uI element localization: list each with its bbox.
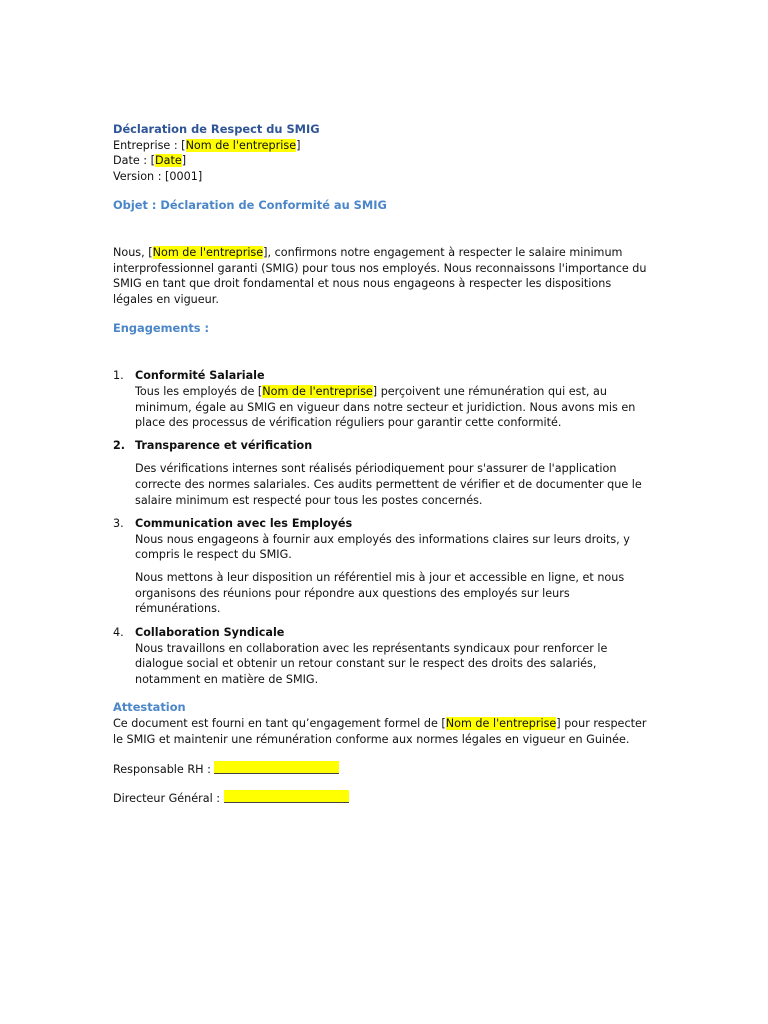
intro-line-4: légales en vigueur. (113, 293, 219, 306)
list-item-title: Transparence et vérification (135, 439, 313, 452)
list-item-line: rémunérations. (135, 602, 221, 615)
list-item-line: Des vérifications internes sont réalisés périodiquement pour s'assurer de l'application (135, 462, 617, 475)
attestation-text: Ce document est fourni en tant qu’engagement formel de [ (113, 717, 446, 730)
date-placeholder: Date (155, 154, 182, 167)
engagements-heading: Engagements : (113, 321, 210, 335)
bracket: ] (296, 139, 301, 152)
intro-line-1 (113, 245, 622, 261)
intro-prefix: Nous, [ (113, 246, 153, 259)
list-item-line: salaire minimum est respecté pour tous les postes concernés. (135, 494, 483, 507)
list-item-line: correcte des normes salariales. Ces audits permettent de vérifier et de documenter que le (135, 478, 642, 491)
hr-signature-label: Responsable RH : (113, 763, 215, 776)
list-item-line: notamment en matière de SMIG. (135, 673, 319, 686)
list-number: 4. (113, 626, 124, 639)
item-text: Tous les employés de [ (135, 385, 263, 398)
hr-signature-field[interactable] (214, 761, 339, 774)
version-line: Version : [0001] (113, 170, 203, 183)
intro-text: ], confirmons notre engagement à respecter le salaire minimum (263, 246, 623, 259)
company-label: Entreprise : [ (113, 139, 186, 152)
list-number: 2. (113, 439, 126, 452)
attestation-line-1 (113, 716, 646, 732)
list-item-line (135, 384, 607, 400)
dg-signature-field[interactable] (224, 790, 349, 803)
list-item-line: dialogue social et obtenir un retour constant sur le respect des droits des salariés, (135, 657, 597, 670)
attestation-line-2: le SMIG et maintenir une rémunération conforme aux normes légales en vigueur en Guinée. (113, 733, 630, 746)
list-item-line: minimum, égale au SMIG en vigueur dans notre secteur et juridiction. Nous avons mis en (135, 401, 636, 414)
subject-heading: Objet : Déclaration de Conformité au SMIG (113, 198, 387, 212)
list-item-line: Nous travaillons en collaboration avec les représentants syndicaux pour renforcer le (135, 642, 608, 655)
company-line (113, 138, 300, 154)
dg-signature-label: Directeur Général : (113, 792, 224, 805)
company-placeholder: Nom de l'entreprise (262, 385, 373, 398)
list-item-title: Collaboration Syndicale (135, 626, 285, 639)
date-line (113, 153, 186, 169)
list-item-line: place des processus de vérification réguliers pour garantir cette conformité. (135, 416, 562, 429)
item-text: ] perçoivent une rémunération qui est, au (372, 385, 607, 398)
date-label: Date : [ (113, 154, 155, 167)
attestation-heading: Attestation (113, 700, 186, 714)
list-number: 1. (113, 369, 124, 382)
bracket: ] (181, 154, 187, 167)
list-item-title: Conformité Salariale (135, 369, 265, 382)
list-item-line: Nous nous engageons à fournir aux employés des informations claires sur leurs droits, y (135, 533, 630, 546)
company-placeholder: Nom de l'entreprise (445, 717, 557, 730)
attestation-text: ] pour respecter (556, 717, 647, 730)
list-item-line: organisons des réunions pour répondre aux questions des employés sur leurs (135, 587, 570, 600)
intro-line-2: interprofessionnel garanti (SMIG) pour tous nos employés. Nous reconnaissons l'importance du (113, 262, 647, 275)
dg-signature-line (113, 790, 349, 807)
list-item-line: compris le respect du SMIG. (135, 548, 292, 561)
list-item-line: Nous mettons à leur disposition un référentiel mis à jour et accessible en ligne, et nous (135, 571, 625, 584)
company-placeholder: Nom de l'entreprise (185, 139, 297, 152)
company-placeholder: Nom de l'entreprise (152, 246, 264, 259)
intro-line-3: SMIG en tant que droit fondamental et nous nous engageons à respecter les dispositions (113, 277, 612, 290)
hr-signature-line (113, 761, 339, 778)
list-number: 3. (113, 517, 124, 530)
list-item-title: Communication avec les Employés (135, 517, 353, 530)
document-title: Déclaration de Respect du SMIG (113, 122, 320, 136)
